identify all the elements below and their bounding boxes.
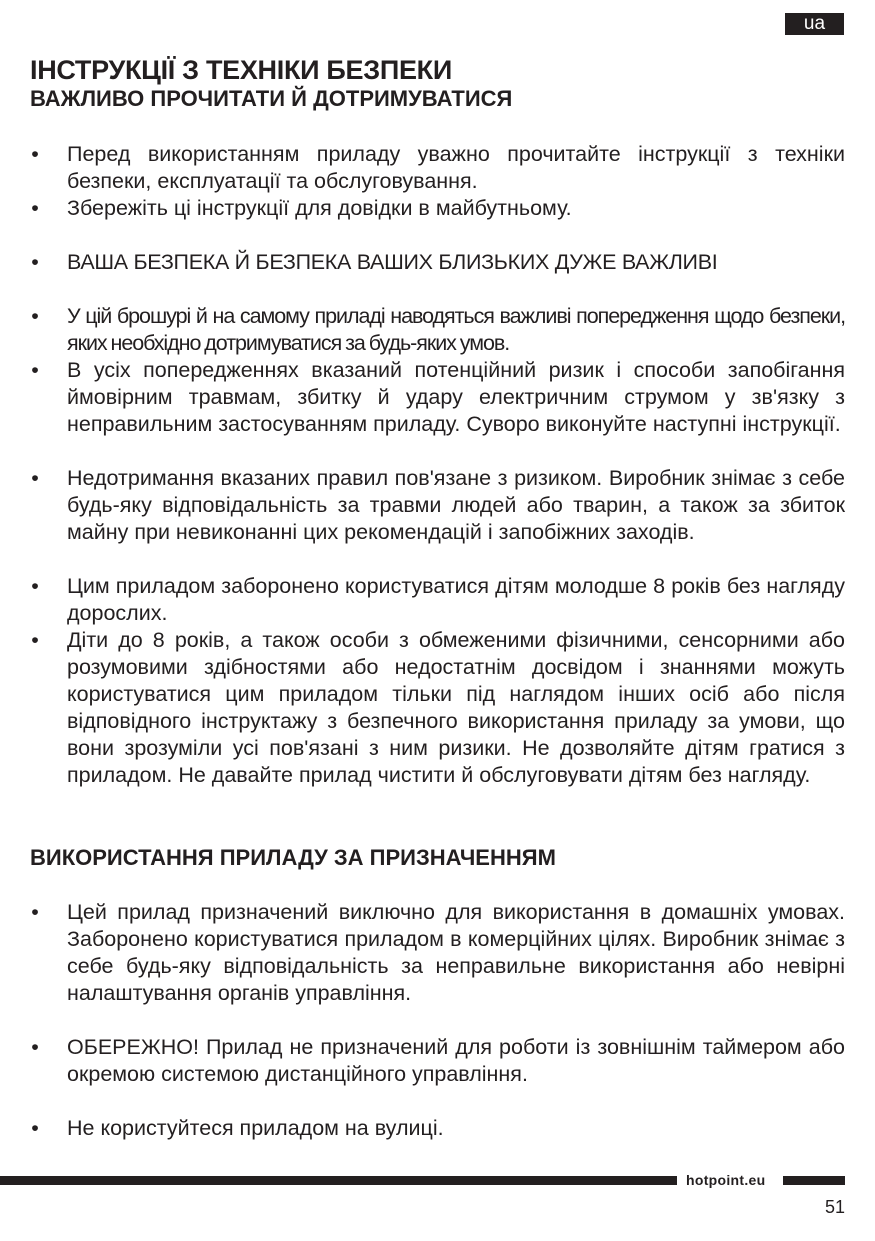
page-title: ІНСТРУКЦІЇ З ТЕХНІКИ БЕЗПЕКИ: [30, 55, 452, 85]
bullet-icon: •: [31, 574, 39, 598]
list-item-text: Збережіть ці інструкції для довідки в майбутньому.: [67, 196, 572, 220]
section-heading: ВИКОРИСТАННЯ ПРИЛАДУ ЗА ПРИЗНАЧЕННЯМ: [30, 845, 556, 870]
list-item-text: Не користуйтеся приладом на вулиці.: [67, 1116, 444, 1140]
bullet-icon: •: [31, 1116, 39, 1140]
list-item-text: ОБЕРЕЖНО! Прилад не призначений для роботи із зовнішнім таймером або окремою системою дистанційного управління.: [67, 1035, 845, 1086]
list-item-text: ВАША БЕЗПЕКА Й БЕЗПЕКА ВАШИХ БЛИЗЬКИХ ДУЖЕ ВАЖЛИВІ: [67, 250, 718, 274]
page-number: 51: [824, 1197, 845, 1217]
list-item: [28, 899, 845, 1007]
bullet-icon: •: [31, 142, 39, 166]
list-item-text: Цей прилад призначений виключно для використання в домашніх умовах. Заборонено користуватися приладом в комерційних цілях. Виробник знімає з себе будь-яку відповідальність за неправильне використання або невірні налаштування органів управління.: [67, 900, 845, 1005]
list-item: [28, 1115, 845, 1142]
list-item: [28, 249, 845, 276]
bullet-icon: •: [31, 466, 39, 490]
list-item-text: Діти до 8 років, а також особи з обмеженими фізичними, сенсорними або розумовими здібностями або недостатнім досвідом і знаннями можуть користуватися цим приладом тільки під наглядом інших осіб або після відповідного інструктажу з безпечного використання приладу за умови, що вони зрозуміли усі пов'язані з ним ризики. Не дозволяйте дітям гратися з приладом. Не давайте прилад чистити й обслуговувати дітям без нагляду.: [67, 628, 845, 787]
list-item: [28, 357, 845, 438]
footer-rule: [0, 1176, 677, 1185]
list-item: [28, 465, 845, 546]
list-item-text: Цим приладом заборонено користуватися дітям молодше 8 років без нагляду дорослих.: [67, 574, 845, 625]
language-badge: ua: [785, 13, 844, 35]
bullet-icon: •: [31, 628, 39, 652]
bullet-icon: •: [31, 358, 39, 382]
bullet-icon: •: [31, 250, 39, 274]
footer-brand: hotpoint.eu: [686, 1172, 766, 1188]
bullet-icon: •: [31, 304, 39, 328]
bullet-icon: •: [31, 196, 39, 220]
list-item: [28, 141, 845, 195]
list-item: [28, 303, 845, 357]
list-item: [28, 627, 845, 789]
list-item-text: Недотримання вказаних правил пов'язане з ризиком. Виробник знімає з себе будь-яку відповідальність за травми людей або тварин, а також за збиток майну при невиконанні цих рекомендацій і запобіжних заходів.: [67, 466, 845, 544]
list-item-text: У цій брошурі й на самому приладі наводяться важливі попередження щодо безпеки, яких необхідно дотримуватися за будь-яких умов.: [67, 304, 845, 355]
list-item: [28, 195, 845, 222]
bullet-icon: •: [31, 1035, 39, 1059]
list-item: [28, 573, 845, 627]
bullet-icon: •: [31, 900, 39, 924]
footer-rule: [783, 1176, 845, 1185]
page-subtitle: ВАЖЛИВО ПРОЧИТАТИ Й ДОТРИМУВАТИСЯ: [30, 86, 513, 111]
list-item: [28, 1034, 845, 1088]
list-item-text: Перед використанням приладу уважно прочитайте інструкції з техніки безпеки, експлуатації та обслуговування.: [67, 142, 845, 193]
list-item-text: В усіх попередженнях вказаний потенційний ризик і способи запобігання ймовірним травмам, збитку й удару електричним струмом у зв'язку з неправильним застосуванням приладу. Суворо виконуйте наступні інструкції.: [67, 358, 845, 436]
